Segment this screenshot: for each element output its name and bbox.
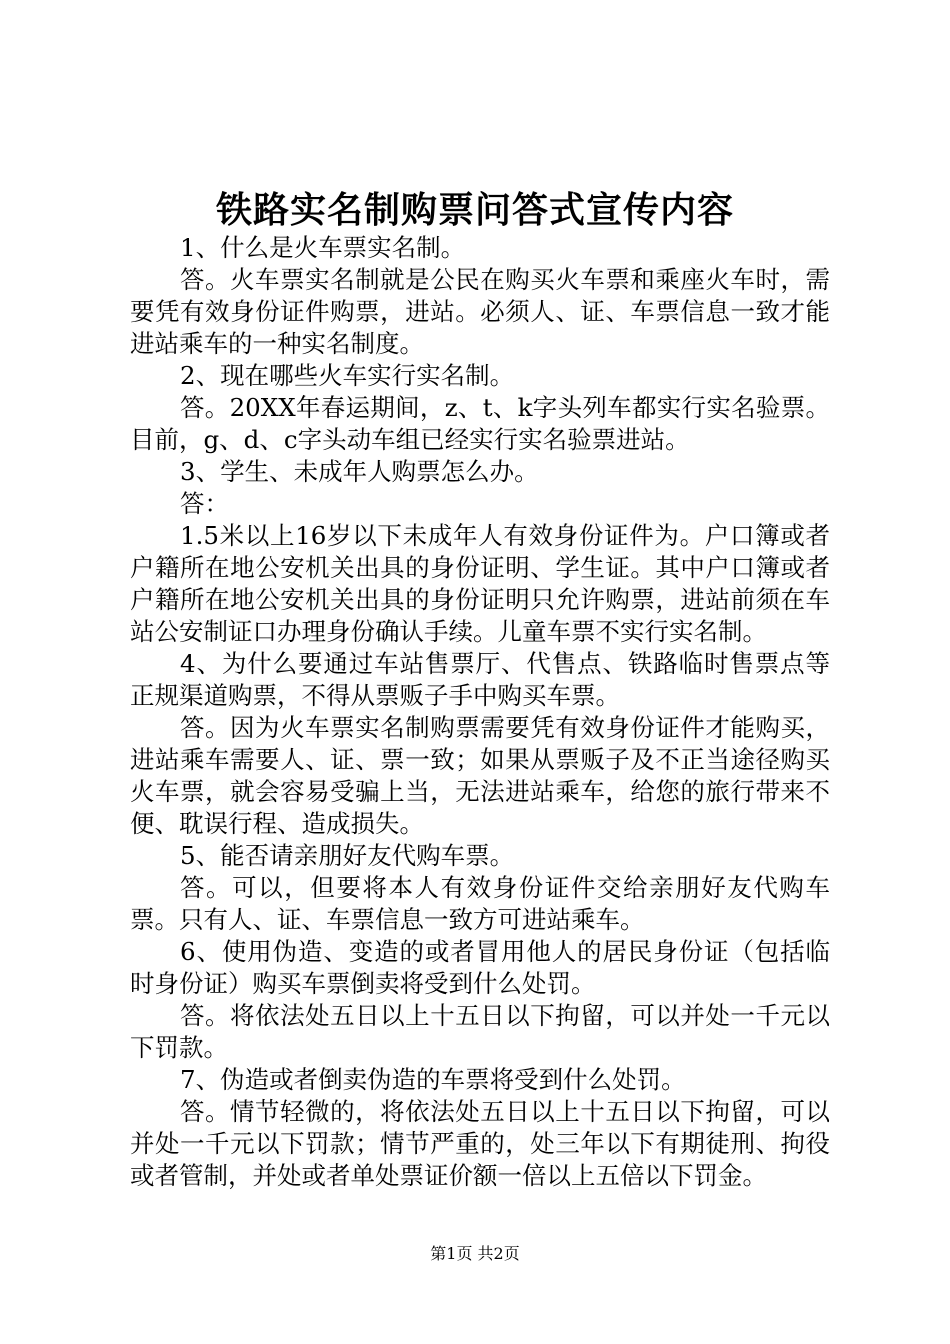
paragraph: 答。因为火车票实名制购票需要凭有效身份证件才能购买，进站乘车需要人、证、票一致；如果从票贩子及不正当途径购买火车票，就会容易受骗上当，无法进站乘车，给您的旅行带来不便、耽误行程、造成损失。	[130, 713, 830, 838]
page-footer: 第1页 共2页	[430, 1244, 520, 1263]
paragraph: 5、能否请亲朋好友代购车票。	[180, 841, 515, 870]
paragraph: 3、学生、未成年人购票怎么办。	[180, 457, 539, 486]
paragraph: 2、现在哪些火车实行实名制。	[180, 361, 515, 390]
paragraph: 1.5米以上16岁以下未成年人有效身份证件为。户口簿或者户籍所在地公安机关出具的身份证明、学生证。其中户口簿或者户籍所在地公安机关出具的身份证明只允许购票，进站前须在车站公安制证口办理身份确认手续。儿童车票不实行实名制。	[130, 521, 830, 646]
document-body	[130, 232, 830, 1192]
paragraph: 答。火车票实名制就是公民在购买火车票和乘座火车时，需要凭有效身份证件购票，进站。必须人、证、车票信息一致才能进站乘车的一种实名制度。	[130, 265, 830, 358]
paragraph: 7、伪造或者倒卖伪造的车票将受到什么处罚。	[180, 1065, 686, 1094]
document-title: 铁路实名制购票问答式宣传内容	[215, 189, 734, 231]
paragraph: 答。将依法处五日以上十五日以下拘留，可以并处一千元以下罚款。	[130, 1001, 830, 1062]
paragraph: 4、为什么要通过车站售票厅、代售点、铁路临时售票点等正规渠道购票，不得从票贩子手中购买车票。	[130, 649, 830, 710]
paragraph: 答：	[180, 489, 229, 518]
paragraph: 答。情节轻微的，将依法处五日以上十五日以下拘留，可以并处一千元以下罚款；情节严重的，处三年以下有期徒刑、拘役或者管制，并处或者单处票证价额一倍以上五倍以下罚金。	[130, 1097, 830, 1190]
paragraph: 答。可以，但要将本人有效身份证件交给亲朋好友代购车票。只有人、证、车票信息一致方可进站乘车。	[130, 873, 830, 934]
paragraph: 答。20XX年春运期间，z、t、k字头列车都实行实名验票。目前，g、d、c字头动车组已经实行实名验票进站。	[130, 393, 830, 454]
paragraph: 1、什么是火车票实名制。	[180, 233, 466, 262]
paragraph: 6、使用伪造、变造的或者冒用他人的居民身份证（包括临时身份证）购买车票倒卖将受到什么处罚。	[130, 937, 830, 998]
